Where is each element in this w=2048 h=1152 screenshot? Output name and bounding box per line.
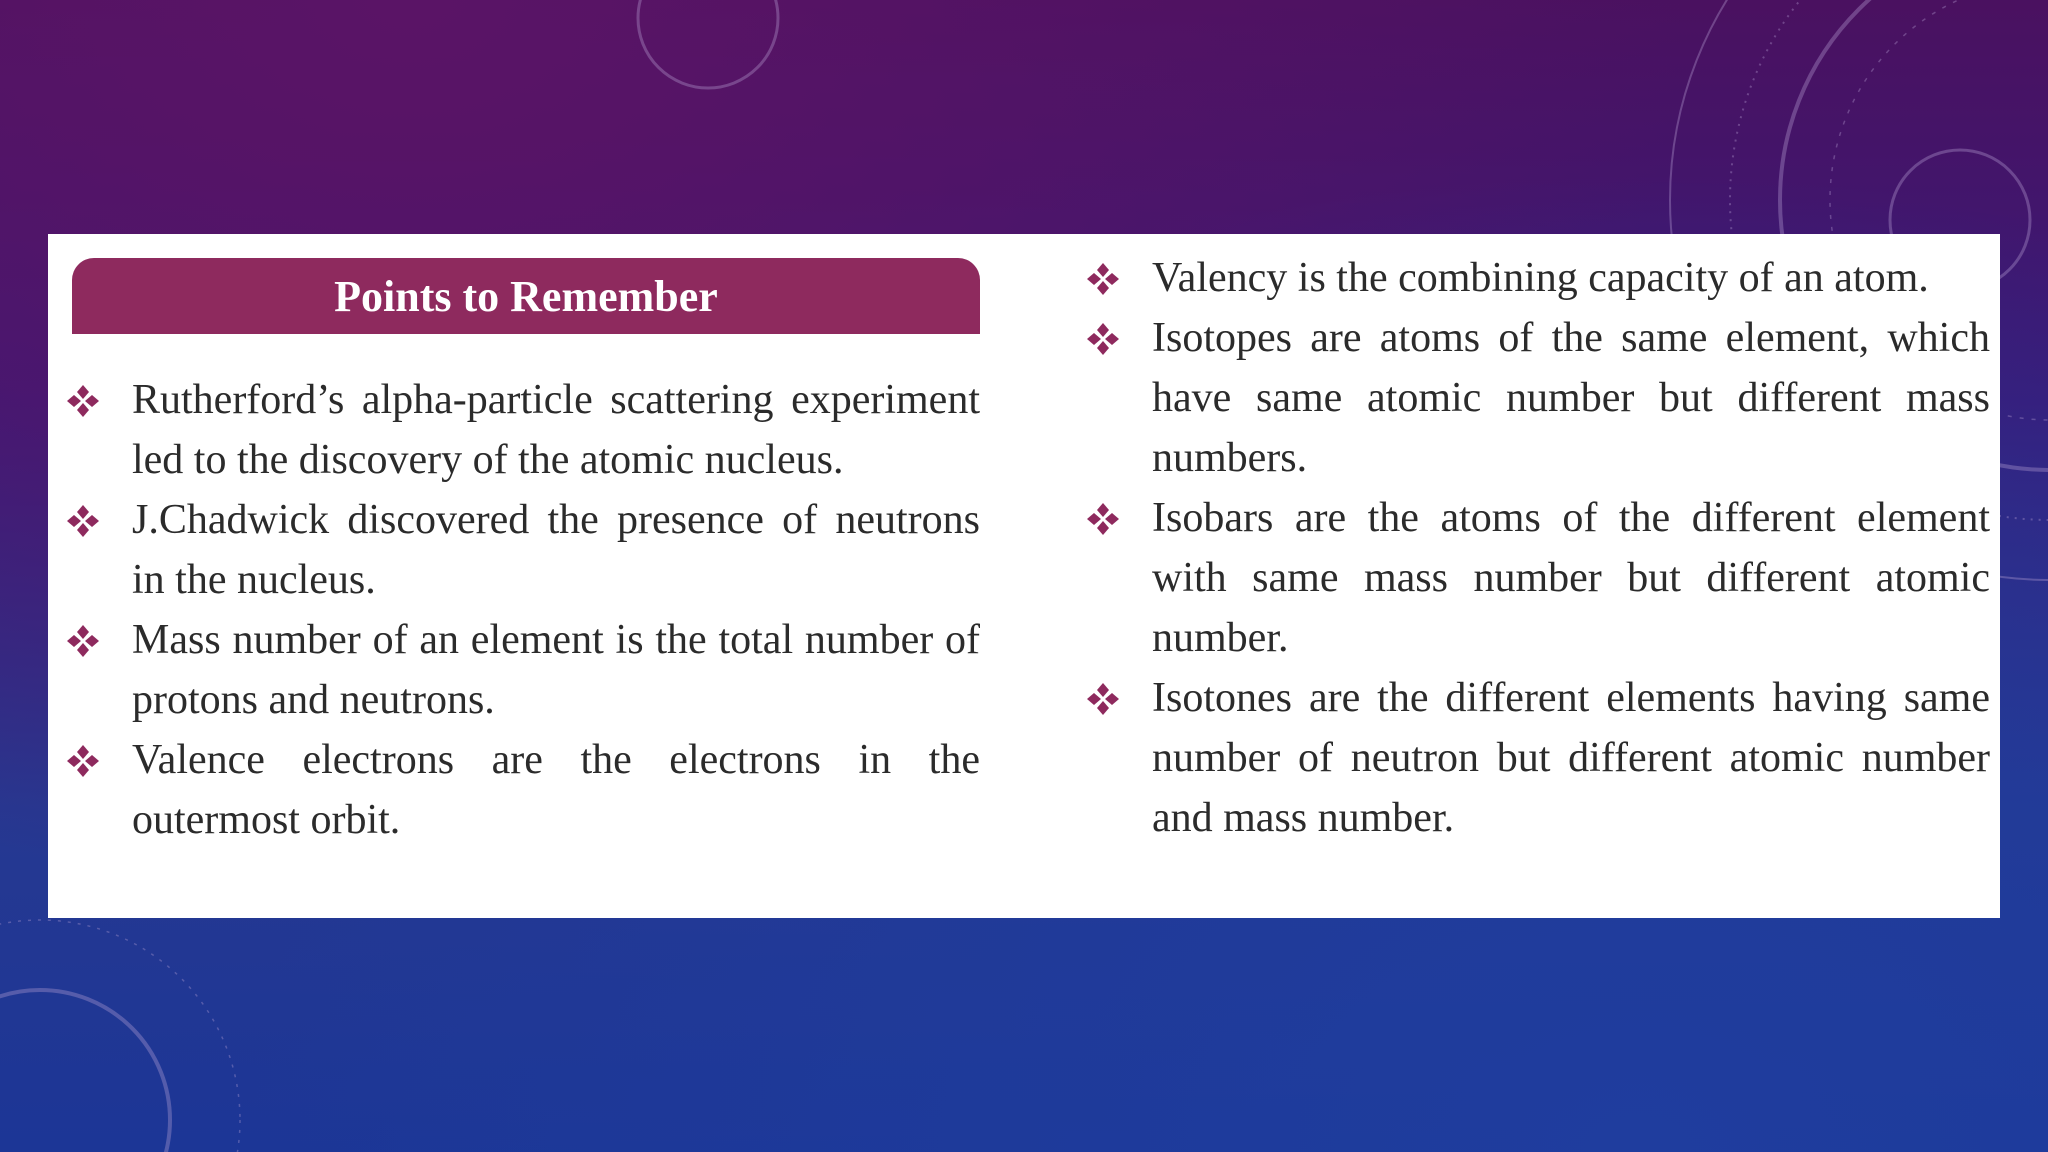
list-item [60,610,980,730]
point-text: Mass number of an element is the total number of protons and neutrons. [132,617,980,723]
point-text: Rutherford’s alpha-particle scattering experiment led to the discovery of the atomic nucleus. [132,377,980,483]
points-header-title: Points to Remember [334,271,718,321]
point-text: Isobars are the atoms of the different element with same mass number but different atomic number. [1152,495,1990,661]
point-text: Isotones are the different elements having same number of neutron but different atomic number and mass number. [1152,675,1990,841]
list-item [1080,248,1990,308]
right-points-list [1080,248,1990,848]
content-panel [48,234,2000,918]
four-diamond-bullet-icon [66,384,100,418]
list-item [60,490,980,610]
four-diamond-bullet-icon [1086,322,1120,356]
four-diamond-bullet-icon [1086,682,1120,716]
four-diamond-bullet-icon [66,744,100,778]
list-item [60,730,980,850]
point-text: Valency is the combining capacity of an atom. [1152,255,1929,301]
point-text: J.Chadwick discovered the presence of neutrons in the nucleus. [132,497,980,603]
list-item [1080,488,1990,668]
points-header [72,258,980,334]
four-diamond-bullet-icon [1086,502,1120,536]
list-item [1080,308,1990,488]
list-item [1080,668,1990,848]
four-diamond-bullet-icon [66,624,100,658]
point-text: Isotopes are atoms of the same element, which have same atomic number but different mass numbers. [1152,315,1990,481]
four-diamond-bullet-icon [1086,262,1120,296]
point-text: Valence electrons are the electrons in the outermost orbit. [132,737,980,843]
four-diamond-bullet-icon [66,504,100,538]
left-points-list [60,370,980,850]
list-item [60,370,980,490]
